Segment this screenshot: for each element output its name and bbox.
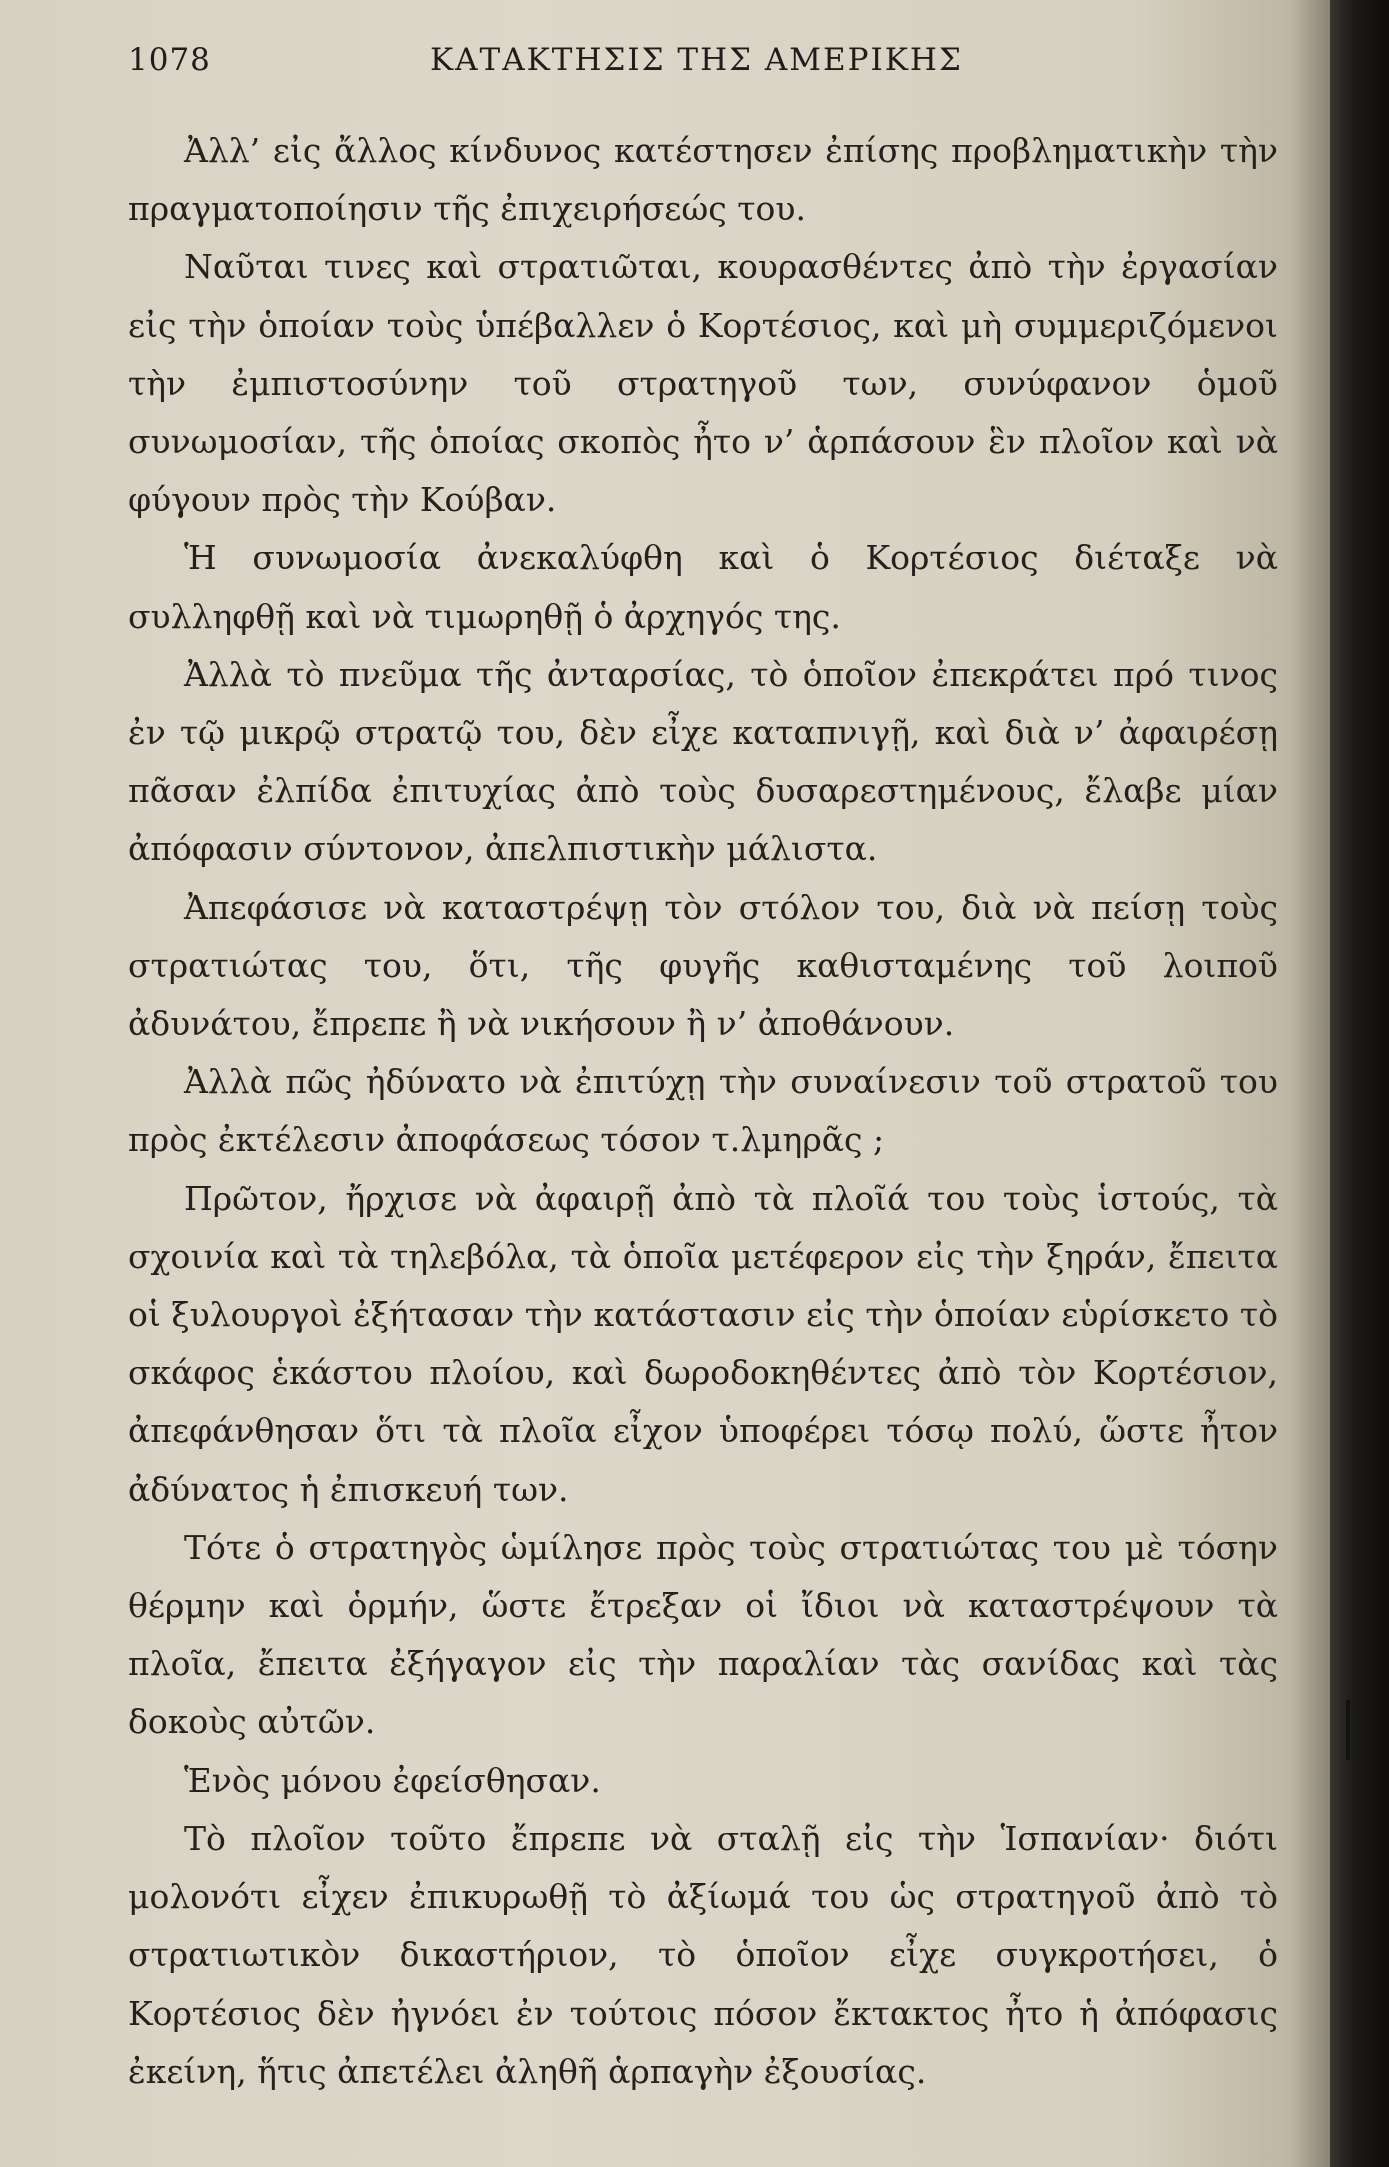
book-binding-edge (1330, 0, 1389, 2167)
page-number: 1078 (128, 42, 211, 78)
paragraph: Ναῦται τινες καὶ στρατιῶται, κουρασθέντες ἀπὸ τὴν ἐργασίαν εἰς τὴν ὁποίαν τοὺς ὑπέβαλλεν ὁ Κορτέσιος, καὶ μὴ συμμεριζόμενοι τὴν ἐμπιστοσύνην τοῦ στρατηγοῦ των, συνύφανον ὁμοῦ συνωμοσίαν, τῆς ὁποίας σκοπὸς ἦτο ν’ ἁρπάσουν ἓν πλοῖον καὶ νὰ φύγουν πρὸς τὴν Κούβαν. (128, 247, 1278, 520)
body-text (128, 122, 1278, 2101)
running-title: ΚΑΤΑΚΤΗΣΙΣ ΤΗΣ ΑΜΕΡΙΚΗΣ (430, 42, 963, 78)
paragraph: Ἀλλ’ εἰς ἄλλος κίνδυνος κατέστησεν ἐπίσης προβληματικὴν τὴν πραγματοποίησιν τῆς ἐπιχειρήσεώς του. (128, 131, 1278, 229)
paragraph: Ἑνὸς μόνου ἐφείσθησαν. (184, 1760, 601, 1800)
binding-mark (1346, 1700, 1350, 1760)
paragraph: Πρῶτον, ἤρχισε νὰ ἀφαιρῇ ἀπὸ τὰ πλοῖά του τοὺς ἱστούς, τὰ σχοινία καὶ τὰ τηλεβόλα, τὰ ὁποῖα μετέφερον εἰς τὴν ξηράν, ἔπειτα οἱ ξυλουργοὶ ἐξήτασαν τὴν κατάστασιν εἰς τὴν ὁποίαν εὑρίσκετο τὸ σκάφος ἑκάστου πλοίου, καὶ δωροδοκηθέντες ἀπὸ τὸν Κορτέσιον, ἀπεφάνθησαν ὅτι τὰ πλοῖα εἶχον ὑποφέρει τόσῳ πολύ, ὥστε ἦτον ἀδύνατος ἡ ἐπισκευή των. (128, 1178, 1278, 1509)
paragraph: Τὸ πλοῖον τοῦτο ἔπρεπε νὰ σταλῇ εἰς τὴν Ἱσπανίαν· διότι μολονότι εἶχεν ἐπικυρωθῇ τὸ ἀξίωμά του ὡς στρατηγοῦ ἀπὸ τὸ στρατιωτικὸν δικαστήριον, τὸ ὁποῖον εἶχε συγκροτήσει, ὁ Κορτέσιος δὲν ἠγνόει ἐν τούτοις πόσον ἔκτακτος ἦτο ἡ ἀπόφασις ἐκείνη, ἥτις ἀπετέλει ἀληθῆ ἁρπαγὴν ἐξουσίας. (128, 1818, 1278, 2091)
page-header (128, 42, 1258, 88)
paragraph: Ἀλλὰ πῶς ἠδύνατο νὰ ἐπιτύχῃ τὴν συναίνεσιν τοῦ στρατοῦ του πρὸς ἐκτέλεσιν ἀποφάσεως τόσον τ.λμηρᾶς ; (128, 1062, 1278, 1160)
paragraph: Ἀπεφάσισε νὰ καταστρέψῃ τὸν στόλον του, διὰ νὰ πείσῃ τοὺς στρατιώτας του, ὅτι, τῆς φυγῆς καθισταμένης τοῦ λοιποῦ ἀδυνάτου, ἔπρεπε ἢ νὰ νικήσουν ἢ ν’ ἀποθάνουν. (128, 887, 1278, 1044)
paragraph: Ἀλλὰ τὸ πνεῦμα τῆς ἀνταρσίας, τὸ ὁποῖον ἐπεκράτει πρό τινος ἐν τῷ μικρῷ στρατῷ του, δὲν εἶχε καταπνιγῇ, καὶ διὰ ν’ ἀφαιρέσῃ πᾶσαν ἐλπίδα ἐπιτυχίας ἀπὸ τοὺς δυσαρεστημένους, ἔλαβε μίαν ἀπόφασιν σύντονον, ἀπελπιστικὴν μάλιστα. (128, 654, 1278, 869)
paragraph: Τότε ὁ στρατηγὸς ὡμίλησε πρὸς τοὺς στρατιώτας του μὲ τόσην θέρμην καὶ ὁρμήν, ὥστε ἔτρεξαν οἱ ἴδιοι νὰ καταστρέψουν τὰ πλοῖα, ἔπειτα ἐξήγαγον εἰς τὴν παραλίαν τὰς σανίδας καὶ τὰς δοκοὺς αὐτῶν. (128, 1527, 1278, 1742)
paragraph: Ἡ συνωμοσία ἀνεκαλύφθη καὶ ὁ Κορτέσιος διέταξε νὰ συλληφθῇ καὶ νὰ τιμωρηθῇ ὁ ἀρχηγός της. (128, 538, 1278, 636)
